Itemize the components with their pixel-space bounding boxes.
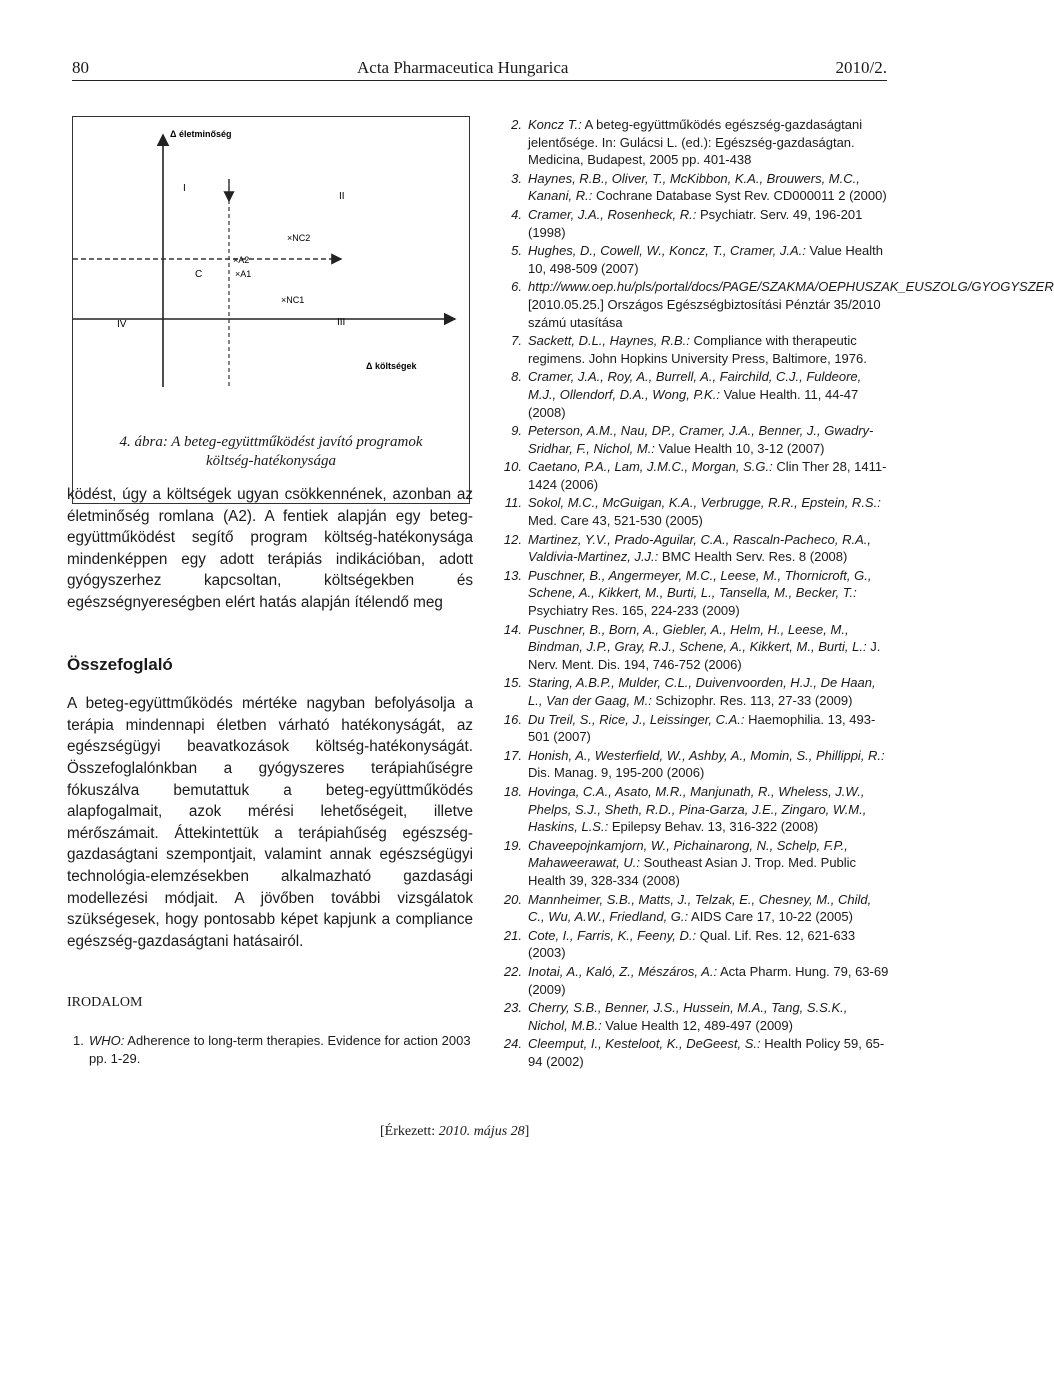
reference-number: 12.: [503, 531, 522, 547]
reference-number: 10.: [503, 459, 522, 475]
cost-effectiveness-plane: [73, 117, 469, 427]
reference-item: [500, 837, 890, 890]
reference-number: 18.: [503, 783, 522, 799]
reference-number: 8.: [511, 369, 522, 385]
reference-number: 6.: [511, 279, 522, 295]
reference-number: 21.: [503, 927, 522, 943]
reference-item: [500, 674, 890, 709]
reference-item: [500, 711, 890, 746]
reference-text: Compliance with therapeutic regimens. John Hopkins University Press, Baltimore, 1976.: [528, 333, 867, 366]
summary-heading: Összefoglaló: [67, 654, 173, 674]
reference-number: 14.: [503, 621, 522, 637]
reference-authors: Cramer, J.A., Roy, A., Burrell, A., Fairchild, C.J., Fuldeore, M.J., Ollendorf, D.A., Wong, P.K.:: [528, 369, 862, 402]
reference-number: 9.: [511, 423, 522, 439]
running-header: [72, 60, 887, 81]
reference-text: Schizophr. Res. 113, 27-33 (2009): [651, 693, 853, 708]
reference-text: Acta Pharm. Hung. 79, 63-69 (2009): [528, 963, 889, 997]
reference-authors: Cramer, J.A., Rosenheck, R.:: [528, 206, 697, 222]
reference-authors: Du Treil, S., Rice, J., Leissinger, C.A.:: [528, 711, 745, 727]
received-date: [380, 1124, 529, 1140]
left-column: [67, 484, 473, 1068]
quadrant-label-ii: II: [339, 191, 345, 202]
reference-number: 4.: [511, 206, 522, 222]
reference-authors: Honish, A., Westerfield, W., Ashby, A., Momin, S., Phillippi, R.:: [528, 747, 885, 763]
reference-1: [67, 1032, 473, 1068]
reference-text: AIDS Care 17, 10-22 (2005): [688, 909, 853, 925]
reference-number: 15.: [503, 675, 522, 691]
reference-authors: Sackett, D.L., Haynes, R.B.:: [528, 333, 690, 349]
reference-text: Adherence to long-term therapies. Evidence for action 2003 pp. 1-29.: [89, 1032, 471, 1066]
reference-authors: Haynes, R.B., Oliver, T., McKibbon, K.A., Brouwers, M.C., Kanani, R.:: [528, 170, 860, 204]
reference-authors: Puschner, B., Born, A., Giebler, A., Helm, H., Leese, M., Bindman, J.P., Gray, R.J., Schene, A., Kikkert, M., Burti, L.:: [528, 621, 867, 655]
reference-number: 20.: [503, 891, 522, 907]
reference-authors: Koncz T.:: [528, 117, 582, 132]
reference-item: [500, 963, 890, 998]
reference-text: J. Nerv. Ment. Dis. 194, 746-752 (2006): [528, 639, 881, 672]
reference-item: [500, 891, 890, 926]
reference-item: [500, 206, 890, 241]
reference-authors: Hughes, D., Cowell, W., Koncz, T., Cramer, J.A.:: [528, 243, 806, 259]
reference-text: Value Health 10, 3-12 (2007): [654, 440, 825, 456]
reference-text: Value Health 12, 489-497 (2009): [601, 1017, 793, 1033]
reference-list: [500, 116, 1054, 1071]
figure-caption: [73, 433, 469, 471]
received-prefix: [Érkezett:: [380, 1124, 439, 1139]
reference-number: 13.: [503, 567, 522, 583]
reference-item: [500, 494, 890, 529]
page-number: 80: [72, 58, 89, 77]
reference-item: [500, 747, 890, 782]
reference-item: [500, 567, 890, 620]
reference-item: [500, 332, 890, 367]
reference-text: Qual. Lif. Res. 12, 621-633 (2003): [528, 927, 856, 961]
reference-item: [500, 1035, 890, 1070]
reference-item: [500, 927, 890, 962]
point-nc1: ×NC1: [281, 295, 305, 305]
reference-item: [500, 170, 890, 205]
reference-number: 11.: [504, 495, 522, 511]
body-paragraph: ködést, úgy a költségek ugyan csökkennének, azonban az életminőség romlana (A2). A fentiek alapján egy beteg-együttműködést segítő program költség-hatékonysága mindenképpen egy adott terápiás indikációban, adott gyógyszerhez kapcsoltan, költségekben és egészségnyereségben elért hatás alapján ítélendő meg: [67, 486, 473, 611]
reference-number: 3.: [511, 170, 522, 186]
reference-authors: Hovinga, C.A., Asato, M.R., Manjunath, R., Wheless, J.W., Phelps, S.J., Sheth, R.D., Pina-Garza, J.E., Zingaro, W.M., Haskins, L.S.:: [528, 783, 867, 835]
figure-4: [72, 116, 470, 504]
quadrant-label-iii: III: [337, 317, 346, 328]
reference-authors: Puschner, B., Angermeyer, M.C., Leese, M., Thornicroft, G., Schene, A., Kikkert, M., Burti, L., Tansella, M., Becker, T.:: [528, 567, 872, 601]
reference-text: [2010.05.25.] Országos Egészségbiztosítási Pénztár 35/2010 számú utasítása: [528, 296, 881, 330]
reference-authors: Staring, A.B.P., Mulder, C.L., Duivenvoorden, H.J., De Haan, L., Van der Gaag, M.:: [528, 675, 876, 708]
reference-text: Dis. Manag. 9, 195-200 (2006): [528, 765, 705, 781]
reference-text: Epilepsy Behav. 13, 316-322 (2008): [608, 819, 819, 835]
reference-item: [500, 458, 890, 493]
received-date-value: 2010. május 28: [438, 1124, 525, 1139]
reference-authors: http://www.oep.hu/pls/portal/docs/PAGE/SZAKMA/OEPHUSZAK_EUSZOLG/GYOGYSZER: [528, 279, 1054, 295]
quadrant-label-iv: IV: [117, 319, 127, 330]
reference-text: Cochrane Database Syst Rev. CD000011 2 (2000): [592, 188, 887, 204]
reference-item: [500, 999, 890, 1034]
reference-authors: Chaveepojnkamjorn, W., Pichainarong, N., Schelp, F.P., Mahaweerawat, U.:: [528, 837, 848, 871]
reference-item: [500, 783, 890, 836]
summary-paragraph: A beteg-együttműködés mértéke nagyban befolyásolja a terápia mindennapi életben várható hatékonyságát, az egészségügyi beavatkozások költség-hatékonyságát. Összefoglalónkban a gyógyszeres terápiahűségre fókuszálva bemutattuk a beteg-együttműködés alapfogalmait, azok mérési lehetőségeit, illetve mérőszámait. Áttekintettük a terápiahűség egészség-gazdaságtani szempontjait, valamint annak egészségügyi technológia-elemzésekben alkalmazható gazdasági modellezési módjait. A jövőben további vizsgálatok szükségesek, hogy pontosabb képet kapjunk a compliance egészség-gazdaságtani hatásairól.: [67, 695, 473, 950]
reference-authors: WHO:: [89, 1032, 125, 1048]
reference-number: 2.: [511, 117, 522, 132]
reference-authors: Cleemput, I., Kesteloot, K., DeGeest, S.:: [528, 1036, 761, 1052]
received-suffix: ]: [524, 1124, 530, 1139]
reference-text: Clin Ther 28, 1411-1424 (2006): [528, 459, 887, 492]
reference-number: 22.: [503, 963, 522, 979]
reference-text: Med. Care 43, 521-530 (2005): [528, 513, 703, 529]
reference-number: 7.: [511, 333, 522, 349]
reference-item: [500, 242, 890, 277]
point-a1: ×A1: [235, 269, 252, 279]
point-nc2: ×NC2: [287, 233, 311, 243]
reference-item: [500, 116, 890, 169]
reference-item: [500, 278, 1054, 331]
reference-authors: Cote, I., Farris, K., Feeny, D.:: [528, 927, 697, 943]
reference-item: [500, 422, 890, 457]
issue-number: 2010/2.: [835, 58, 887, 77]
reference-number: 16.: [503, 711, 522, 727]
reference-text: Psychiatry Res. 165, 224-233 (2009): [528, 603, 740, 619]
reference-text: Southeast Asian J. Trop. Med. Public Health 39, 328-334 (2008): [528, 855, 857, 888]
reference-text: Value Health. 11, 44-47 (2008): [528, 386, 859, 420]
reference-authors: Inotai, A., Kaló, Z., Mészáros, A.:: [528, 963, 718, 979]
reference-item: [500, 368, 890, 421]
point-a2: ×A2: [233, 255, 250, 265]
reference-text: A beteg-együttműködés egészség-gazdaságtani jelentősége. In: Gulácsi L. (ed.): Egészség-gazdaságtan. Medicina, Budapest, 2005 pp. 401-438: [528, 117, 863, 168]
reference-number: 19.: [503, 837, 522, 853]
reference-text: Health Policy 59, 65-94 (2002): [528, 1036, 885, 1069]
reference-text: Value Health 10, 498-509 (2007): [528, 243, 883, 276]
reference-item: [500, 531, 890, 566]
reference-text: Psychiatr. Serv. 49, 196-201 (1998): [528, 206, 863, 240]
reference-text: Haemophilia. 13, 493-501 (2007): [528, 711, 876, 745]
y-axis-label: Δ életminőség: [170, 129, 232, 139]
reference-number: 1.: [73, 1032, 84, 1048]
reference-number: 23.: [503, 1000, 522, 1016]
reference-authors: Martinez, Y.V., Prado-Aguilar, C.A., Rascaln-Pacheco, R.A., Valdivia-Martinez, J.J.:: [528, 531, 871, 565]
x-axis-label: Δ költségek: [366, 361, 417, 371]
reference-authors: Sokol, M.C., McGuigan, K.A., Verbrugge, R.R., Epstein, R.S.:: [528, 495, 881, 511]
quadrant-label-i: I: [183, 183, 186, 194]
reference-authors: Caetano, P.A., Lam, J.M.C., Morgan, S.G.:: [528, 459, 773, 475]
references-heading: IRODALOM: [67, 995, 143, 1011]
journal-title: Acta Pharmaceutica Hungarica: [357, 58, 569, 77]
reference-item: [500, 621, 890, 674]
reference-authors: Mannheimer, S.B., Matts, J., Telzak, E., Chesney, M., Child, C., Wu, A.W., Friedland, G.:: [528, 891, 872, 925]
reference-number: 24.: [503, 1036, 522, 1052]
reference-authors: Peterson, A.M., Nau, DP., Cramer, J.A., Benner, J., Gwadry-Sridhar, F., Nichol, M.:: [528, 423, 874, 456]
reference-text: BMC Health Serv. Res. 8 (2008): [658, 549, 848, 565]
caption-line-2: költség-hatékonysága: [206, 453, 336, 469]
reference-number: 5.: [511, 243, 522, 259]
point-c: C: [195, 269, 203, 280]
reference-number: 17.: [503, 747, 522, 763]
reference-authors: Cherry, S.B., Benner, J.S., Hussein, M.A., Tang, S.S.K., Nichol, M.B.:: [528, 1000, 848, 1033]
caption-line-1: 4. ábra: A beteg-együttműködést javító programok: [119, 434, 423, 450]
